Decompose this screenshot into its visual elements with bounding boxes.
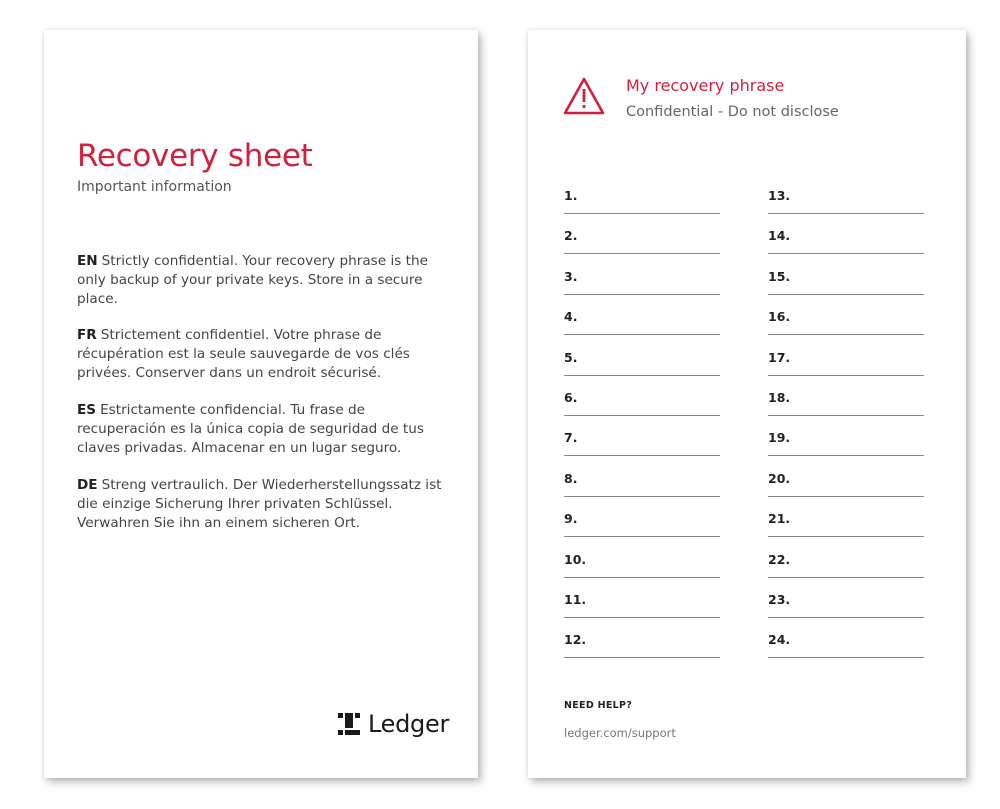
word-number: 10. <box>564 551 587 567</box>
notice-text: Streng vertraulich. Der Wiederherstellungssatz ist die einzige Sicherung Ihrer privaten Schlüssel. Verwahren Sie ihn an einem sicheren Ort. <box>77 477 442 531</box>
recovery-word-slot[interactable] <box>768 382 924 416</box>
notice-lang-code: EN <box>77 253 98 269</box>
word-number: 16. <box>768 309 791 325</box>
recovery-word-slot[interactable] <box>564 544 720 578</box>
help-title: NEED HELP? <box>564 700 633 711</box>
word-number: 14. <box>768 228 791 244</box>
word-number: 23. <box>768 592 791 607</box>
recovery-word-slot[interactable] <box>564 180 720 214</box>
word-number: 20. <box>768 470 791 486</box>
recovery-word-slot[interactable] <box>564 584 720 618</box>
sheet-title: Recovery sheet <box>77 138 313 174</box>
recovery-word-slot[interactable] <box>564 503 720 537</box>
recovery-word-slot[interactable] <box>768 544 924 578</box>
notice-es <box>77 401 449 458</box>
word-number: 18. <box>768 390 791 405</box>
brand-name: Ledger <box>368 710 450 738</box>
recovery-sheet-info-card <box>44 30 478 778</box>
recovery-word-slot[interactable] <box>768 342 924 376</box>
brand-logo <box>338 710 449 738</box>
recovery-word-slot[interactable] <box>564 342 720 376</box>
word-number: 21. <box>768 511 791 527</box>
word-number: 4. <box>564 309 578 325</box>
recovery-word-slot[interactable] <box>768 220 924 254</box>
recovery-word-slot[interactable] <box>768 301 924 335</box>
recovery-word-slot[interactable] <box>768 180 924 214</box>
phrase-title: My recovery phrase <box>626 76 785 95</box>
notice-lang-code: FR <box>77 327 97 343</box>
phrase-subtitle: Confidential - Do not disclose <box>626 104 839 120</box>
word-number: 15. <box>768 268 791 284</box>
notice-de <box>77 476 449 533</box>
notice-fr <box>77 326 449 383</box>
recovery-word-slot[interactable] <box>564 624 720 658</box>
word-number: 5. <box>564 349 578 365</box>
help-link[interactable]: ledger.com/support <box>564 726 676 740</box>
notice-text: Estrictamente confidencial. Tu frase de recuperación es la única copia de seguridad de tus claves privadas. Almacenar en un lugar seguro. <box>77 402 424 456</box>
notice-text: Strictly confidential. Your recovery phrase is the only backup of your private keys. Store in a secure place. <box>77 253 428 307</box>
recovery-word-slot[interactable] <box>564 382 720 416</box>
word-number: 11. <box>564 592 587 607</box>
recovery-word-slot[interactable] <box>564 463 720 497</box>
recovery-word-slot[interactable] <box>768 422 924 456</box>
word-number: 1. <box>564 188 578 203</box>
notice-text: Strictement confidentiel. Votre phrase de récupération est la seule sauvegarde de vos clés privées. Conserver dans un endroit sécurisé. <box>77 327 410 381</box>
ledger-logo-icon <box>338 713 360 735</box>
warning-triangle-icon <box>562 76 606 116</box>
recovery-word-slot[interactable] <box>564 261 720 295</box>
word-number: 6. <box>564 390 578 405</box>
recovery-word-slot[interactable] <box>768 463 924 497</box>
word-number: 8. <box>564 470 578 486</box>
recovery-phrase-card <box>528 30 966 778</box>
recovery-word-slot[interactable] <box>768 261 924 295</box>
word-number: 24. <box>768 632 791 648</box>
word-number: 19. <box>768 430 791 446</box>
notice-lang-code: DE <box>77 477 98 493</box>
recovery-word-slot[interactable] <box>564 422 720 456</box>
recovery-word-slot[interactable] <box>768 624 924 658</box>
recovery-word-slot[interactable] <box>564 301 720 335</box>
word-number: 3. <box>564 268 578 284</box>
word-number: 12. <box>564 632 587 648</box>
word-number: 22. <box>768 551 791 567</box>
notice-en <box>77 252 449 309</box>
recovery-word-slot[interactable] <box>768 503 924 537</box>
recovery-word-slot[interactable] <box>768 584 924 618</box>
word-number: 2. <box>564 228 578 244</box>
word-number: 13. <box>768 188 791 203</box>
sheet-subtitle: Important information <box>77 179 232 195</box>
word-number: 17. <box>768 349 791 365</box>
recovery-word-slot[interactable] <box>564 220 720 254</box>
word-number: 9. <box>564 511 578 527</box>
recovery-word-grid <box>564 180 924 668</box>
word-number: 7. <box>564 430 578 446</box>
notice-lang-code: ES <box>77 402 97 418</box>
